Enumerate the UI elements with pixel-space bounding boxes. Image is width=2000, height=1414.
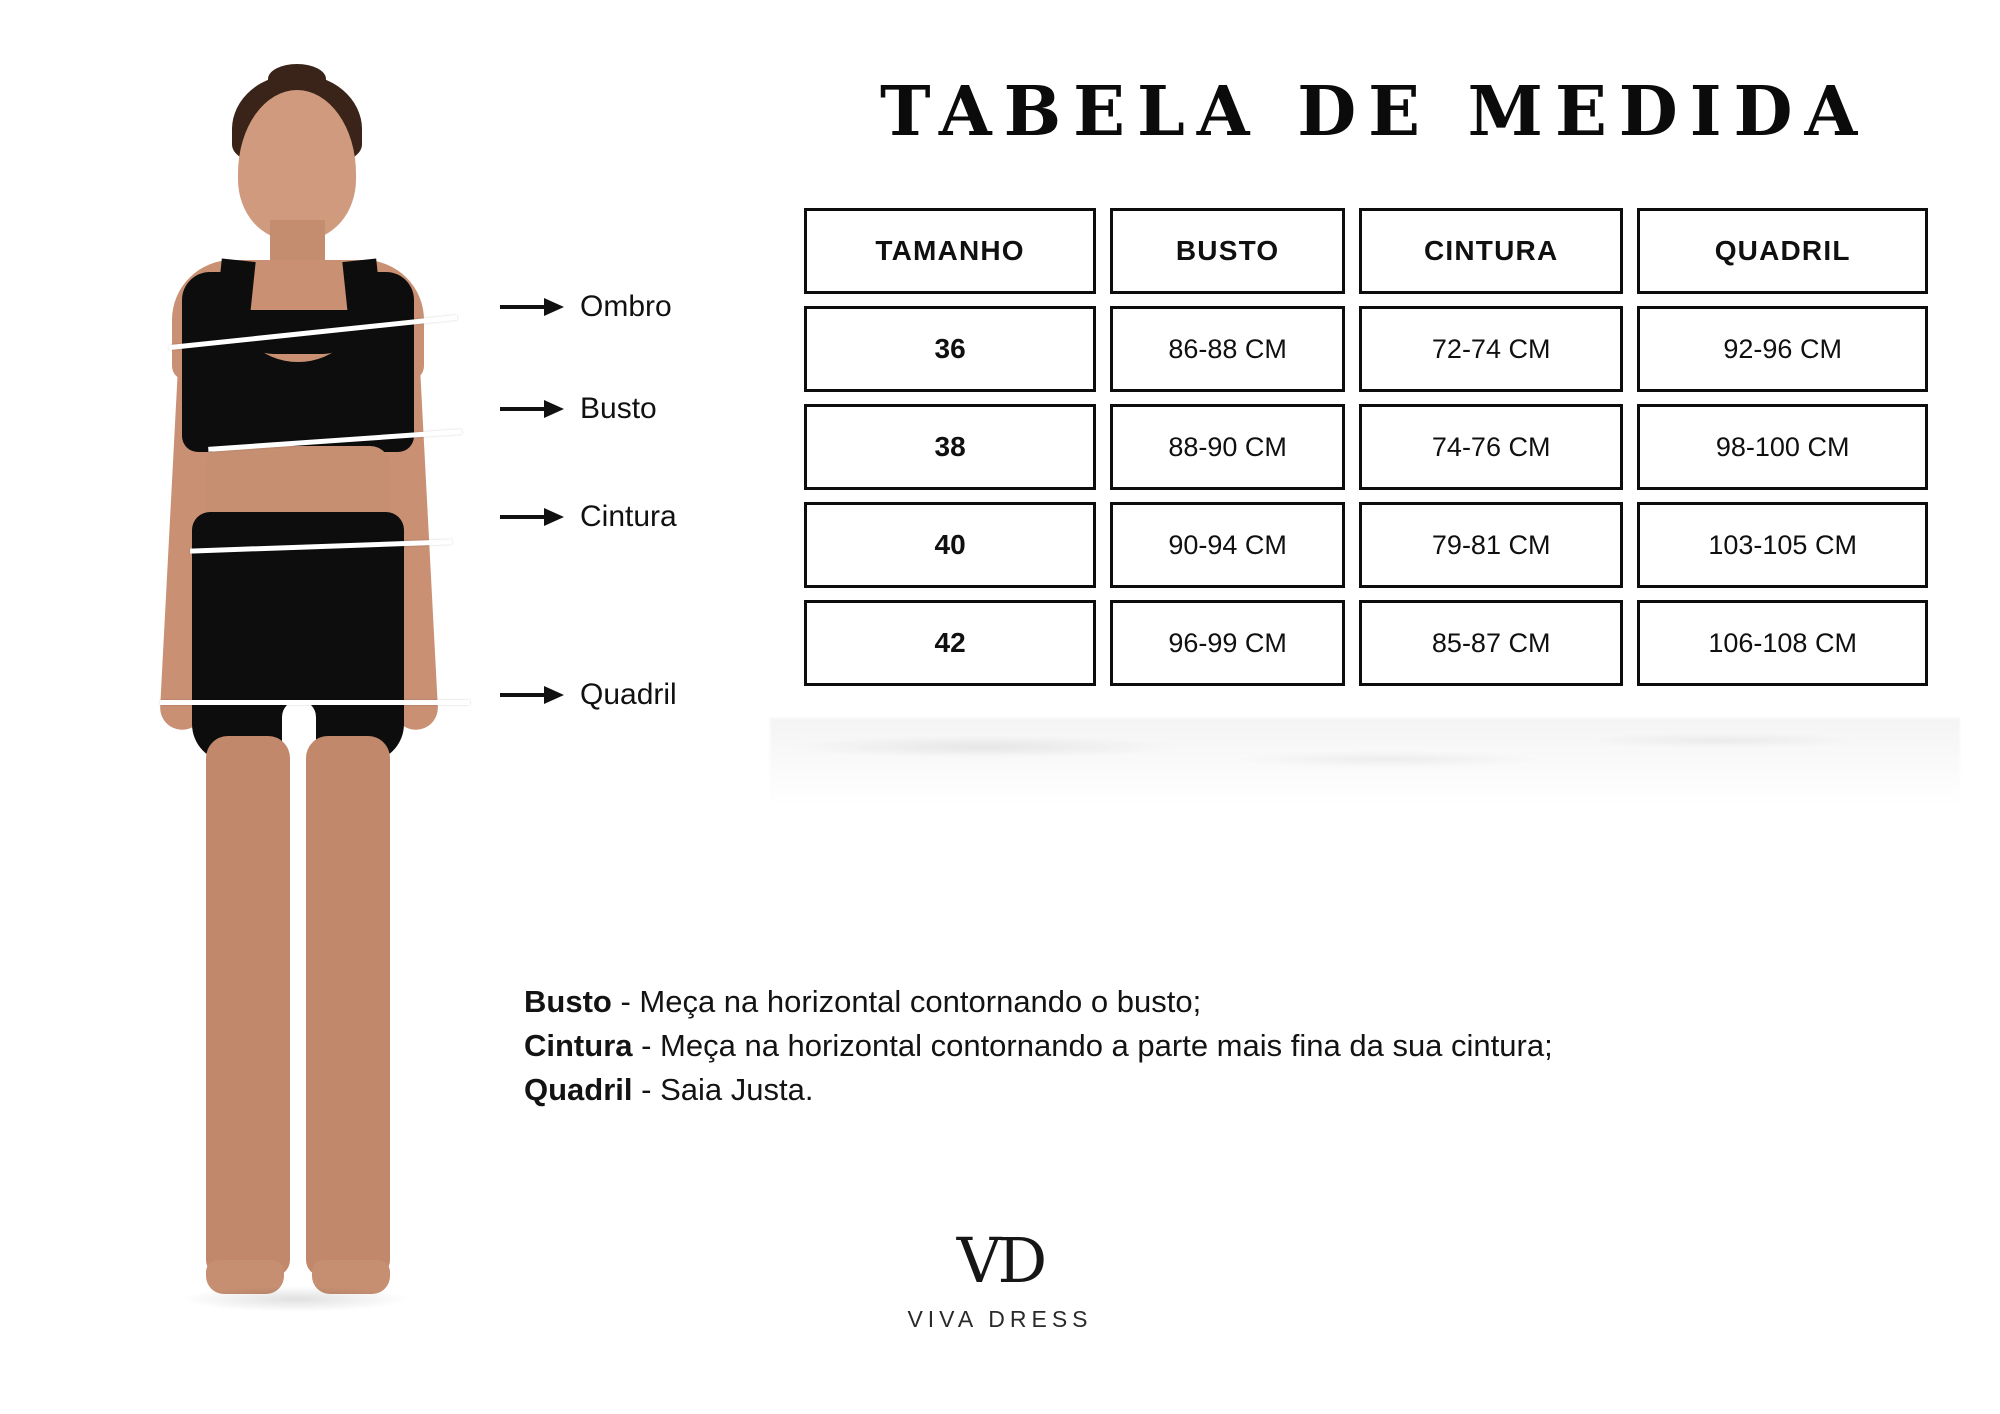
scan-smudge [770, 718, 1960, 878]
cell-quadril: 106-108 CM [1637, 600, 1928, 686]
callout-cintura [500, 500, 677, 534]
page-title: TABELA DE MEDIDA [880, 72, 1870, 152]
cell-busto: 86-88 CM [1110, 306, 1345, 392]
note-term-busto: Busto [524, 984, 612, 1019]
callout-label-cintura: Cintura [580, 500, 677, 533]
size-chart-table [790, 196, 1942, 698]
note-busto [524, 980, 1944, 1024]
note-cintura [524, 1024, 1944, 1068]
note-text-quadril: - Saia Justa. [632, 1072, 814, 1108]
cell-busto: 96-99 CM [1110, 600, 1345, 686]
model-figure [110, 60, 490, 1350]
table-header-row [804, 208, 1928, 294]
cell-tamanho: 36 [804, 306, 1096, 392]
callout-quadril [500, 678, 677, 712]
table-row [804, 404, 1928, 490]
logo-monogram: VD [956, 1224, 1044, 1297]
column-header-tamanho: TAMANHO [804, 208, 1096, 294]
cell-quadril: 98-100 CM [1637, 404, 1928, 490]
table-row [804, 600, 1928, 686]
note-quadril [524, 1068, 1944, 1112]
table-row [804, 502, 1928, 588]
column-header-quadril: QUADRIL [1637, 208, 1928, 294]
callout-ombro [500, 290, 672, 324]
column-header-busto: BUSTO [1110, 208, 1345, 294]
measurement-instructions [524, 980, 1944, 1112]
note-term-quadril: Quadril [524, 1072, 633, 1108]
cell-cintura: 72-74 CM [1359, 306, 1623, 392]
note-term-cintura: Cintura [524, 1028, 633, 1064]
note-text-cintura: - Meça na horizontal contornando a parte mais fina da sua cintura; [632, 1028, 1553, 1064]
cell-cintura: 85-87 CM [1359, 600, 1623, 686]
brand-name: VIVA DRESS [907, 1306, 1093, 1332]
model-photo [0, 0, 520, 1414]
callout-label-quadril: Quadril [580, 678, 677, 711]
callout-busto [500, 392, 657, 426]
left-leg [206, 736, 290, 1276]
arrow-right-icon [500, 298, 566, 316]
note-text-busto: - Meça na horizontal contornando o busto; [611, 984, 1202, 1019]
cell-quadril: 103-105 CM [1637, 502, 1928, 588]
cell-busto: 88-90 CM [1110, 404, 1345, 490]
callout-label-busto: Busto [580, 392, 657, 425]
cell-tamanho: 42 [804, 600, 1096, 686]
arrow-right-icon [500, 508, 566, 526]
column-header-cintura: CINTURA [1359, 208, 1623, 294]
cell-cintura: 79-81 CM [1359, 502, 1623, 588]
cell-tamanho: 40 [804, 502, 1096, 588]
callout-label-ombro: Ombro [580, 290, 672, 323]
cell-tamanho: 38 [804, 404, 1096, 490]
guide-line-quadril [160, 700, 470, 705]
cell-busto: 90-94 CM [1110, 502, 1345, 588]
cell-cintura: 74-76 CM [1359, 404, 1623, 490]
arrow-right-icon [500, 400, 566, 418]
cell-quadril: 92-96 CM [1637, 306, 1928, 392]
brand-block [0, 1224, 2000, 1333]
arrow-right-icon [500, 686, 566, 704]
right-leg [306, 736, 390, 1276]
table-row [804, 306, 1928, 392]
